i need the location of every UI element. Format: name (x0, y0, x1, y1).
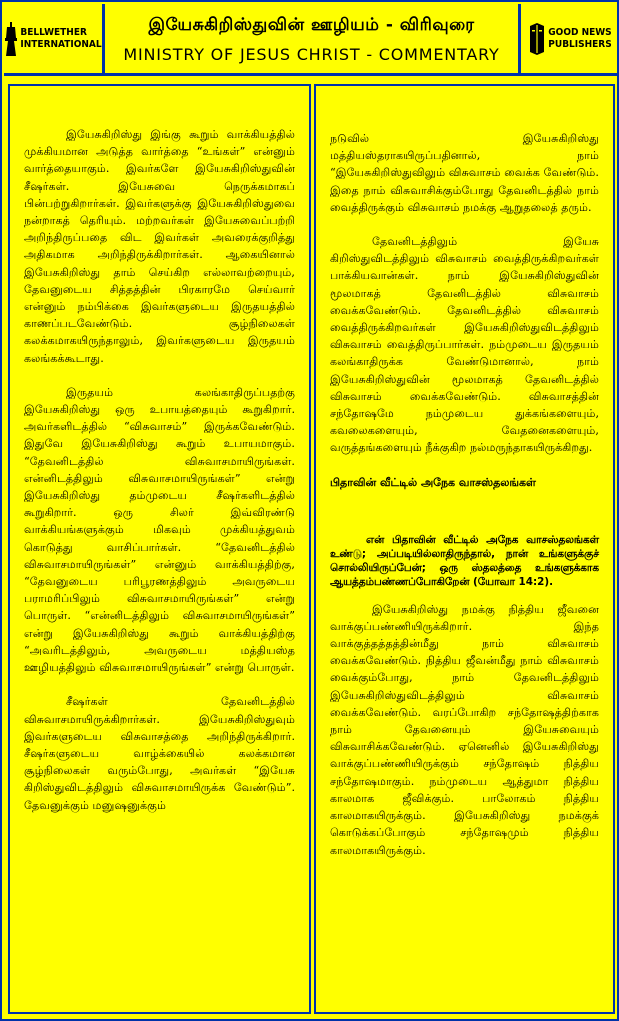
title-box (108, 4, 515, 74)
good-news-logo-inner (528, 22, 611, 56)
bellwether-logo-inner (4, 22, 101, 56)
left-paragraph-1: இயேசுகிறிஸ்து இங்கு கூறும் வாக்கியத்தில் முக்கியமான அடுத்த வார்த்தை “உங்கள்” என்னும் வார்த்தையாகும். இவர்களே இயேசுகிறிஸ்துவின் சீஷர்கள். இயேசுவை நெருக்கமாகப் பின்பற்றுகிறார்கள். இவர்களுக்கு இயேசுகிறிஸ்துவை நன்றாகத் தெரியும். மற்றவர்கள் இயேசுவைப்பற்றி அறிந்திருப்பதை விட இவர்கள் அவரைக்குறித்து அதிகமாக அறிந்திருக்கிறார்கள். ஆகையினால் இயேசுகிறிஸ்து தாம் செய்கிற எல்லாவற்றையும், தேவனுடைய சித்தத்தின் பிரகாரமே செய்வார் என்னும் நம்பிக்கை இவர்களுடைய இருதயத்தில் காணப்படவேண்டும். சூழ்நிலைகள் கலக்கமாகயிருந்தாலும், இவர்களுடைய இருதயம் கலங்கக்கூடாது. (24, 128, 295, 365)
title-english: MINISTRY OF JESUS CHRIST - COMMENTARY (123, 44, 500, 64)
right-paragraph-1: நடுவில் இயேசுகிறிஸ்து மத்தியஸ்தராகயிருப்பதினால், நாம் “இயேசுகிறிஸ்துவிலும் விசுவாசம் வைக்க வேண்டும். இதை நாம் விசுவாசிக்கும்போது தேவனிடத்தில் நாம் வைத்திருக்கும் விசுவாசம் நமக்கு ஆறுதலைத் தரும். (330, 132, 599, 214)
right-column (314, 84, 615, 1014)
header (4, 4, 619, 76)
left-column (8, 84, 311, 1014)
bellwether-logo-line1: BELLWETHER (20, 27, 87, 38)
section-heading: பிதாவின் வீட்டில் அநேக வாசஸ்தலங்கள் (330, 475, 536, 489)
right-paragraph-3: இயேசுகிறிஸ்து நமக்கு நித்திய ஜீவனை வாக்குப்பண்ணியிருக்கிறார். இந்த வாக்குத்தத்தத்தின்மீது நாம் விசுவாசம் வைக்கவேண்டும். நித்திய ஜீவன்மீது நாம் விசுவாசம் வைக்கும்போது, நாம் தேவனிடத்திலும் இயேசுகிறிஸ்துவிடத்திலும் விசுவாசம் வைக்கவேண்டும். வரப்போகிற சந்தோஷத்திற்காக நாம் தேவனையும் இயேசுவையும் விசுவாசிக்கவேண்டும். ஏனெனில் இயேசுகிறிஸ்து வாக்குப்பண்ணியிருக்கும் சந்தோஷம் நித்திய சந்தோஷமாகும். நம்முடைய ஆத்துமா நித்திய காலமாக ஜீவிக்கும். பாலோகம் நித்திய காலமாகயிருக்கும். இயேசுகிறிஸ்து நமக்குக் கொடுக்கப்போகும் சந்தோஷமும் நித்திய காலமாகயிருக்கும். (330, 602, 599, 857)
good-news-logo-line2: PUBLISHERS (548, 39, 612, 50)
right-paragraph-2: தேவனிடத்திலும் இயேசு கிறிஸ்துவிடத்திலும் விசுவாசம் வைத்திருக்கிறவர்கள் பாக்கியவான்கள். நாம் இயேசுகிறிஸ்துவின் மூலமாகத் தேவனிடத்தில் விசுவாசம் வைக்கவேண்டும். தேவனிடத்தில் விசுவாசம் வைத்திருக்கிறவர்கள் இயேசுகிறிஸ்துவிடத்திலும் விசுவாசம் வைத்திருப்பார்கள். நம்முடைய இருதயம் கலங்காதிருக்க வேண்டுமானால், நாம் இயேசுகிறிஸ்துவின் மூலமாகத் தேவனிடத்தில் விசுவாசம் வைக்கவேண்டும். விசுவாசத்தின் சந்தோஷமே நம்முடைய துக்கங்களையும், கவலைகளையும், வேதனைகளையும், வருத்தங்களையும் நீக்குகிற நல்மருந்தாகயிருக்கிறது. (330, 235, 599, 455)
scripture-verse: என் பிதாவின் வீட்டில் அநேக வாசஸ்தலங்கள் உண்டு; அப்படியில்லாதிருந்தால், நான் உங்களுக்குச் சொல்லியிருப்பேன்; ஒரு ஸ்தலத்தை உங்களுக்காக ஆயத்தம்பண்ணப்போகிறேன் (யோவா 14:2). (330, 533, 599, 588)
left-paragraph-3: சீஷர்கள் தேவனிடத்தில் விசுவாசமாயிருக்கிறார்கள். இயேசுகிறிஸ்துவும் இவர்களுடைய விசுவாசத்தை அறிந்திருக்கிறார். சீஷர்களுடைய வாழ்க்கையில் கலக்கமான சூழ்நிலைகள் வரும்போது, அவர்கள் “இயேசு கிறிஸ்துவிடத்திலும் விசுவாசமாயிருக்க வேண்டும்”. தேவனுக்கும் மனுஷனுக்கும் (24, 695, 295, 812)
bellwether-logo-line2: INTERNATIONAL (20, 39, 102, 50)
good-news-logo (518, 4, 619, 74)
book-icon (528, 22, 546, 56)
left-paragraph-2: இருதயம் கலங்காதிருப்பதற்கு இயேசுகிறிஸ்து ஒரு உபாயத்தையும் கூறுகிறார். அவர்களிடத்தில் “விசுவாசம்” இருக்கவேண்டும். இதுவே இயேசுகிறிஸ்து கூறும் உபாயமாகும். “தேவனிடத்தில் விசுவாசமாயிருங்கள். என்னிடத்திலும் விசுவாசமாயிருங்கள்” என்று இயேசுகிறிஸ்து தம்முடைய சீஷர்களிடத்தில் கூறுகிறார். ஒரு சிலர் இவ்விரண்டு வாக்கியங்களுக்கும் மிகவும் முக்கியத்துவம் கொடுத்து வாசிப்பார்கள். “தேவனிடத்தில் விசுவாசமாயிருங்கள்” என்னும் வாக்கியத்திற்கு, “தேவனுடைய பரிபூரணத்திலும் அவருடைய பராமரிப்பிலும் விசுவாசமாயிருங்கள்” என்று பொருள். “என்னிடத்திலும் விசுவாசமாயிருங்கள்” என்று இயேசுகிறிஸ்து கூறும் வாக்கியத்திற்கு “அவரிடத்திலும், அவருடைய மத்தியஸ்த ஊழியத்திலும் விசுவாசமாயிருங்கள்” என்று பொருள். (24, 385, 295, 675)
bellwether-logo (4, 4, 105, 74)
bell-icon (4, 22, 18, 56)
title-tamil: இயேசுகிறிஸ்துவின் ஊழியம் - விரிவுரை (148, 14, 475, 35)
good-news-logo-line1: GOOD NEWS (548, 27, 612, 38)
